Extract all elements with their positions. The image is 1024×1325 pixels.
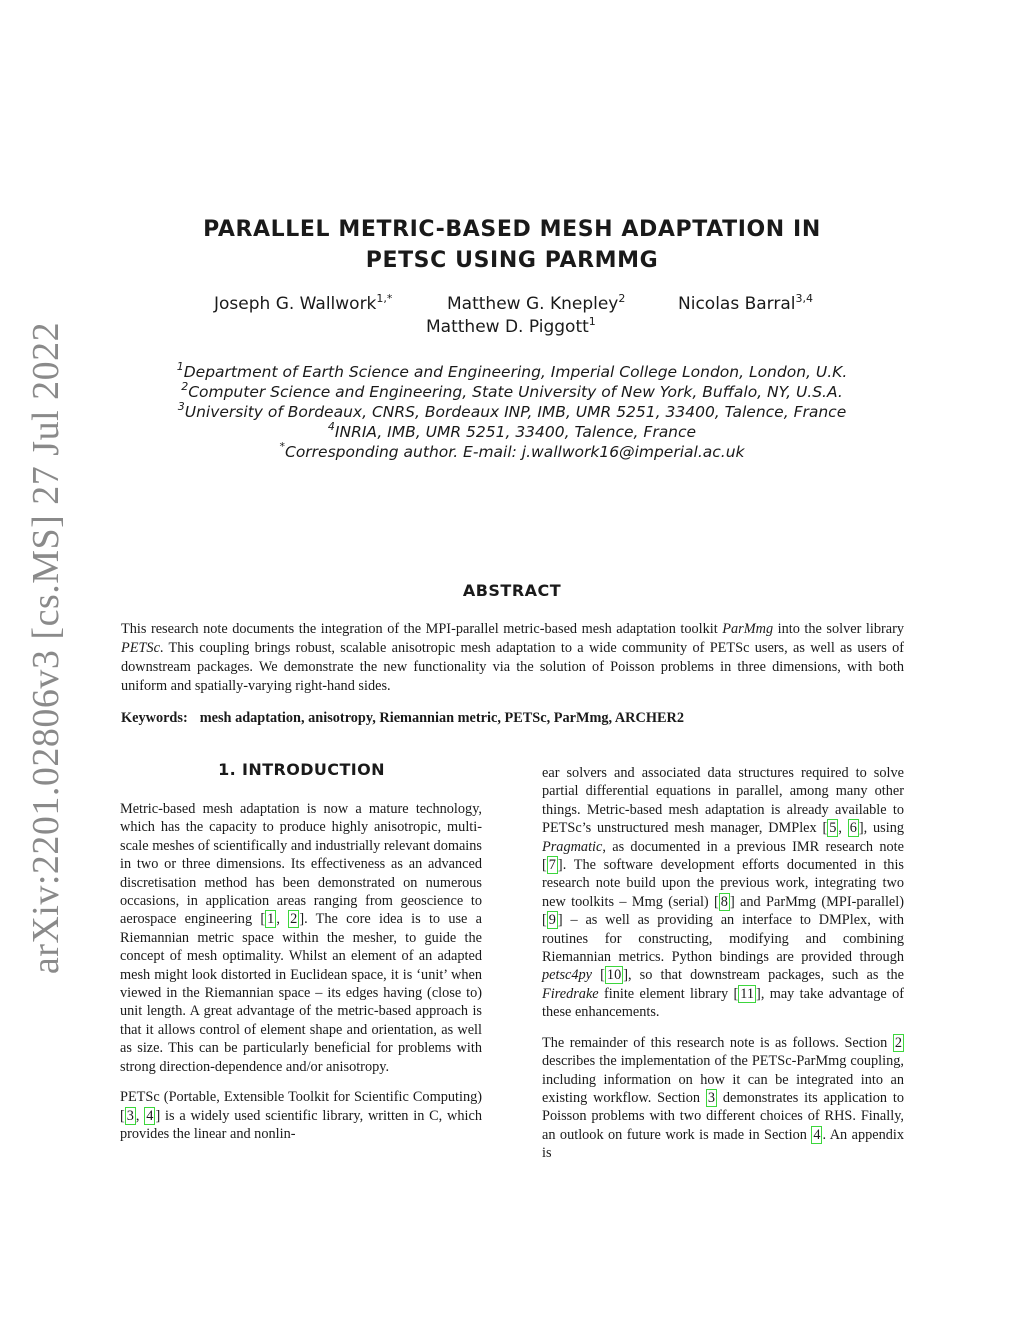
affiliation-1 bbox=[120, 362, 904, 382]
paragraph-text: – as well as providing an interface to DMPlex, with routines for constructing, modifying and combining Riemannian metrics. Python bindings are provided through bbox=[542, 912, 904, 966]
affiliation-4 bbox=[120, 422, 904, 442]
affiliation-text: INRIA, IMB, UMR 5251, 33400, Talence, France bbox=[334, 423, 697, 441]
author-name: Nicolas Barral bbox=[678, 294, 796, 314]
citation-link[interactable]: 5 bbox=[829, 820, 837, 837]
citation-link[interactable]: 7 bbox=[548, 857, 556, 874]
emphasis-petsc4py: petsc4py bbox=[542, 967, 593, 984]
affiliation-mark: 4 bbox=[327, 420, 335, 433]
citation-link[interactable]: 4 bbox=[146, 1107, 154, 1124]
citation-link[interactable]: 1 bbox=[267, 911, 275, 928]
section-link[interactable]: 3 bbox=[707, 1089, 716, 1106]
author-affiliation-mark: 3,4 bbox=[795, 292, 813, 305]
keywords-list: mesh adaptation, anisotropy, Riemannian metric, PETSc, ParMmg, ARCHER2 bbox=[199, 710, 684, 726]
abstract-text-segment: into the solver library bbox=[773, 621, 904, 637]
title-line-2: PETSC USING PARMMG bbox=[365, 248, 659, 273]
paragraph-text: . An appendix is bbox=[542, 1126, 904, 1162]
emphasis-pragmatic: Pragmatic bbox=[542, 838, 603, 855]
abstract-emphasis-petsc: PETSc bbox=[121, 640, 160, 656]
title-line-1: PARALLEL METRIC-BASED MESH ADAPTATION IN bbox=[203, 217, 821, 242]
citation-link[interactable]: 9 bbox=[548, 912, 556, 929]
affiliation-mark: 3 bbox=[177, 400, 185, 413]
affiliation-mark: 2 bbox=[181, 380, 189, 393]
citation-link[interactable]: 6 bbox=[849, 820, 857, 837]
intro-paragraph-4 bbox=[542, 1034, 904, 1163]
paragraph-text: ear solvers and associated data structures required to solve partial differential equations in parallel, among many other things. Metric-based mesh adaptation is already available to PETSc’s unstructured mesh manager, DMPlex bbox=[542, 765, 904, 837]
paragraph-text: describes the implementation of the PETSc-ParMmg coupling, including information on how it can be integrated into an existing workflow. Section bbox=[542, 1053, 904, 1106]
affiliations-block bbox=[120, 362, 904, 462]
section-heading-introduction: 1. INTRODUCTION bbox=[218, 760, 385, 779]
author-affiliation-mark: 1,* bbox=[376, 292, 393, 305]
paragraph-text: , may take advantage of these enhancements. bbox=[542, 985, 904, 1021]
citation-link[interactable]: 3 bbox=[126, 1107, 134, 1124]
paragraph-text: Metric-based mesh adaptation is now a mature technology, which has the capacity to produce highly anisotropic, multi-scale meshes of scientifically and industrially relevant domains in two or three dimensions. Its effectiveness as an advanced discretisation method has been demonstrated on numerous occasions, in application areas ranging from geoscience to aerospace engineering bbox=[120, 801, 482, 928]
paragraph-text: , so that downstream packages, such as the bbox=[627, 967, 904, 984]
paragraph-text: is a widely used scientific library, written in C, which provides the linear and nonlin- bbox=[120, 1107, 482, 1142]
intro-paragraph-2: PETSc (Portable, Extensible Toolkit for Scientific Computing) [ 3 , 4 ] is a widely used scientific library, written in C, which provides the linear and nonlin- bbox=[120, 1089, 482, 1142]
affiliation-text: Corresponding author. E-mail: j.wallwork16@imperial.ac.uk bbox=[285, 443, 745, 461]
paragraph-text: demonstrates its application to Poisson problems with two different choices of RHS. Finally, an outlook on future work is made in Section bbox=[542, 1089, 904, 1143]
author-name: Matthew G. Knepley bbox=[447, 294, 619, 314]
author-knepley bbox=[447, 294, 625, 314]
author-piggott bbox=[426, 317, 596, 337]
citation-link[interactable]: 2 bbox=[290, 911, 298, 928]
emphasis-firedrake: Firedrake bbox=[542, 985, 599, 1002]
author-name: Matthew D. Piggott bbox=[426, 317, 589, 337]
paragraph-text: . The core idea is to use a Riemannian metric space within the mesher, to guide the concept of mesh optimality. Whilst an element of an adapted mesh might look distorted in Euclidean space, it is ‘unit’ when viewed in the Riemannian space – its edges having (close to) unit length. A great advantage of the metric-based approach is that it allows control of element shape and orientation, as well as size. This can be particularly beneficial for problems with strong direction-dependence and/or anisotropy. bbox=[120, 911, 483, 1075]
author-affiliation-mark: 2 bbox=[618, 292, 626, 305]
citation-link[interactable]: 11 bbox=[740, 985, 755, 1002]
paragraph-text bbox=[592, 967, 600, 983]
abstract-body bbox=[121, 620, 904, 696]
affiliation-text: Department of Earth Science and Engineering, Imperial College London, London, U.K. bbox=[183, 363, 848, 381]
abstract-text-segment: . This coupling brings robust, scalable anisotropic mesh adaptation to a wide community of PETSc users, as well as users of downstream packages. We demonstrate the new functionality via the solution of Poisson problems in three dimensions, with both uniform and spatially-varying right-hand sides. bbox=[121, 640, 904, 694]
affiliation-mark: * bbox=[279, 440, 285, 453]
left-column bbox=[120, 800, 482, 1155]
right-column bbox=[542, 764, 904, 1175]
abstract-text-segment: This research note documents the integration of the MPI-parallel metric-based mesh adaptation toolkit bbox=[121, 621, 723, 637]
paragraph-text: The remainder of this research note is as follows. Section bbox=[542, 1034, 893, 1051]
section-link[interactable]: 4 bbox=[813, 1126, 821, 1143]
citation-link[interactable]: 8 bbox=[720, 893, 728, 910]
abstract-heading: ABSTRACT bbox=[462, 581, 562, 600]
keywords-label: Keywords: bbox=[121, 710, 188, 726]
affiliation-text: University of Bordeaux, CNRS, Bordeaux INP, IMB, UMR 5251, 33400, Talence, France bbox=[184, 403, 847, 421]
author-affiliation-mark: 1 bbox=[588, 315, 596, 328]
paragraph-text: and ParMmg (MPI-parallel) bbox=[734, 893, 904, 910]
abstract-emphasis-parmmg: ParMmg bbox=[722, 621, 774, 637]
paper-title bbox=[150, 214, 874, 276]
author-name: Joseph G. Wallwork bbox=[214, 294, 377, 314]
paragraph-text: , using bbox=[863, 820, 904, 837]
section-link[interactable]: 2 bbox=[894, 1034, 902, 1051]
intro-paragraph-3: ear solvers and associated data structures required to solve partial differential equations in parallel, among many other things. Metric-based mesh adaptation is already available to PETSc’s unstructured mesh manager, DMPlex [ 5 , 6 ], using Pragmatic, as documented in a previous IMR research note [ 7 ]. The software development efforts documented in this research note build upon the previous work, integrating two new toolkits – Mmg (serial) [ 8 ] and ParMmg (MPI-parallel) [ 9 ] – as well as providing an interface to DMPlex, with routines for constructing, modifying and combining Riemannian metrics. Python bindings are provided through petsc4py [ 10 ], so that downstream packages, such as the Firedrake finite element library [ 11 ], may take advantage of these enhancements. bbox=[542, 765, 904, 1021]
author-wallwork bbox=[214, 294, 392, 314]
intro-paragraph-1: Metric-based mesh adaptation is now a mature technology, which has the capacity to produce highly anisotropic, multi-scale meshes of scientifically and industrially relevant domains in two or three dimensions. Its effectiveness as an advanced discretisation method has been demonstrated on numerous occasions, in application areas ranging from geoscience to aerospace engineering [ 1 , 2 ]. The core idea is to use a Riemannian metric space within the mesher, to guide the concept of mesh optimality. Whilst an element of an adapted mesh might look distorted in Euclidean space, it is ‘unit’ when viewed in the Riemannian space – its edges having (close to) unit length. A great advantage of the metric-based approach is that it allows control of element shape and orientation, as well as size. This can be particularly beneficial for problems with strong direction-dependence and/or anisotropy. bbox=[120, 801, 483, 1075]
author-barral bbox=[678, 294, 813, 314]
affiliation-3 bbox=[120, 402, 904, 422]
paragraph-text: PETSc (Portable, Extensible Toolkit for Scientific Computing) bbox=[120, 1089, 482, 1106]
paragraph-text: finite element library bbox=[598, 985, 734, 1002]
affiliation-text: Computer Science and Engineering, State University of New York, Buffalo, NY, U.S.A. bbox=[188, 383, 843, 401]
corresponding-author bbox=[120, 442, 904, 462]
arxiv-identifier-stamp: arXiv:2201.02806v3 [cs.MS] 27 Jul 2022 bbox=[25, 321, 67, 975]
paragraph-text: , as documented in a previous IMR research note bbox=[602, 838, 904, 855]
paragraph-text: . The software development efforts documented in this research note build upon the previous work, integrating two new toolkits – Mmg (serial) bbox=[542, 857, 904, 910]
affiliation-mark: 1 bbox=[176, 360, 184, 373]
affiliation-2 bbox=[120, 382, 904, 402]
citation-link[interactable]: 10 bbox=[606, 967, 622, 984]
keywords-line bbox=[121, 710, 904, 727]
